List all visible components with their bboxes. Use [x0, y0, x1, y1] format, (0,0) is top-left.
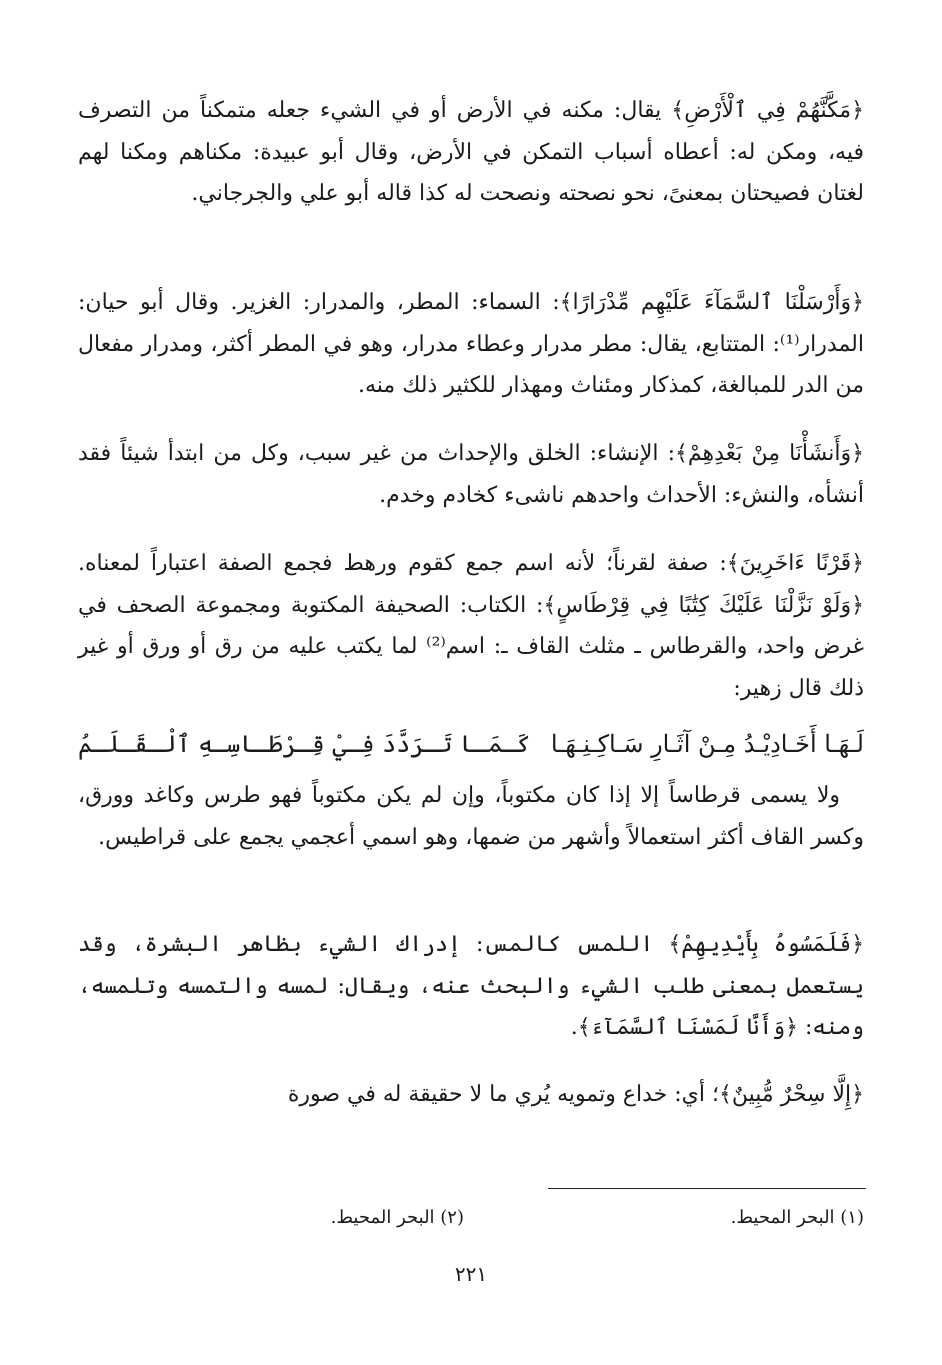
paragraph-anshana: ﴿وَأَنشَأْنَا مِنْ بَعْدِهِمْ﴾: الإنشاء: الخلق والإحداث من غير سبب، وكل من ابتدأ شيئاً فقد أنشأه، والنشء: الأحداث واحدهم ناشىء كخادم وخدم. [78, 441, 864, 508]
paragraph-qirtas-meaning: ولا يسمى قرطاساً إلا إذا كان مكتوباً، وإن لم يكن مكتوباً فهو طرس وكاغد وورق، وكسر القاف أكثر استعمالاً وأشهر من ضمها، وهو اسمي أعجمي يجمع على قراطيس. [78, 783, 864, 850]
paragraph-lamasuhu: ﴿فَلَمَسُوهُ بِأَيْدِيهِمْ﴾ اللمس كالمس: إدراك الشيء بظاهر البشرة، وقد يستعمل بمعنى طلب الشيء والبحث عنه، ويقال: لمسه والتمسه وتلمسه، ومنه: ﴿وَأَنَّا لَمَسْنَا ٱلسَّمَآءَ﴾. [78, 932, 864, 1040]
paragraph-qarnan-qirtas: ﴿قَرْنًا ءَاخَرِينَ﴾: صفة لقرناً؛ لأنه اسم جمع كقوم ورهط فجمع الصفة اعتباراً لمعناه. ﴿وَلَوْ نَزَّلْنَا عَلَيْكَ كِتَٰبًا فِي قِرْطَاسٍ﴾: الكتاب: الصحيفة المكتوبة ومجموعة الصحف في غرض واحد، والقرطاس ـ مثلث القاف ـ: اسم⁽²⁾ لما يكتب عليه من رق أو ورق أو غير ذلك قال زهير: [78, 551, 865, 701]
paragraph-sihrun-mubin: ﴿إِلَّا سِحْرٌ مُّبِينٌ﴾؛ أي: خداع وتمويه يُري ما لا حقيقة له في صورة [287, 1082, 864, 1107]
verse-second-hemistich: كَـمَـا تَـرَدَّدَ فِـيْ قِـرْطَـاسِـهِ ٱلْـقَـلَـمُ [78, 730, 531, 758]
footnote-1: (١) البحر المحيط. [730, 1207, 864, 1228]
paragraph-midrar: ﴿وَأَرْسَلْنَا ٱلسَّمَآءَ عَلَيْهِم مِّدْرَارًا﴾: السماء: المطر، والمدرار: الغزير. وقال أبو حيان: المدرار⁽¹⁾: المتتابع، يقال: مطر مدرار وعطاء مدرار، وهو في المطر أكثر، ومدرار مفعال من الدر للمبالغة، كمذكار ومئناث ومهذار للكثير ذلك منه. [78, 290, 864, 398]
page-number: ٢٢١ [454, 1262, 488, 1286]
footnote-2: (٢) البحر المحيط. [330, 1207, 464, 1228]
paragraph-makkannahum: ﴿مَكَّنَّهُمْ فِي ٱلْأَرْضِ﴾ يقال: مكنه في الأرض أو في الشيء جعله متمكناً من التصرف فيه، ومكن له: أعطاه أسباب التمكن في الأرض، وقال أبو عبيدة: مكناهم ومكنا لهم لغتان فصيحتان بمعنىً، نحو نصحته ونصحت له كذا قاله أبو علي والجرجاني. [78, 98, 864, 206]
poetry-verse [78, 724, 864, 765]
verse-first-hemistich: لَـهَـا أَخَـادِيْـدُ مِـنْ آثَـارِ سَـاكِـنِـهَـا [550, 730, 864, 758]
footnote-separator [548, 1188, 866, 1189]
